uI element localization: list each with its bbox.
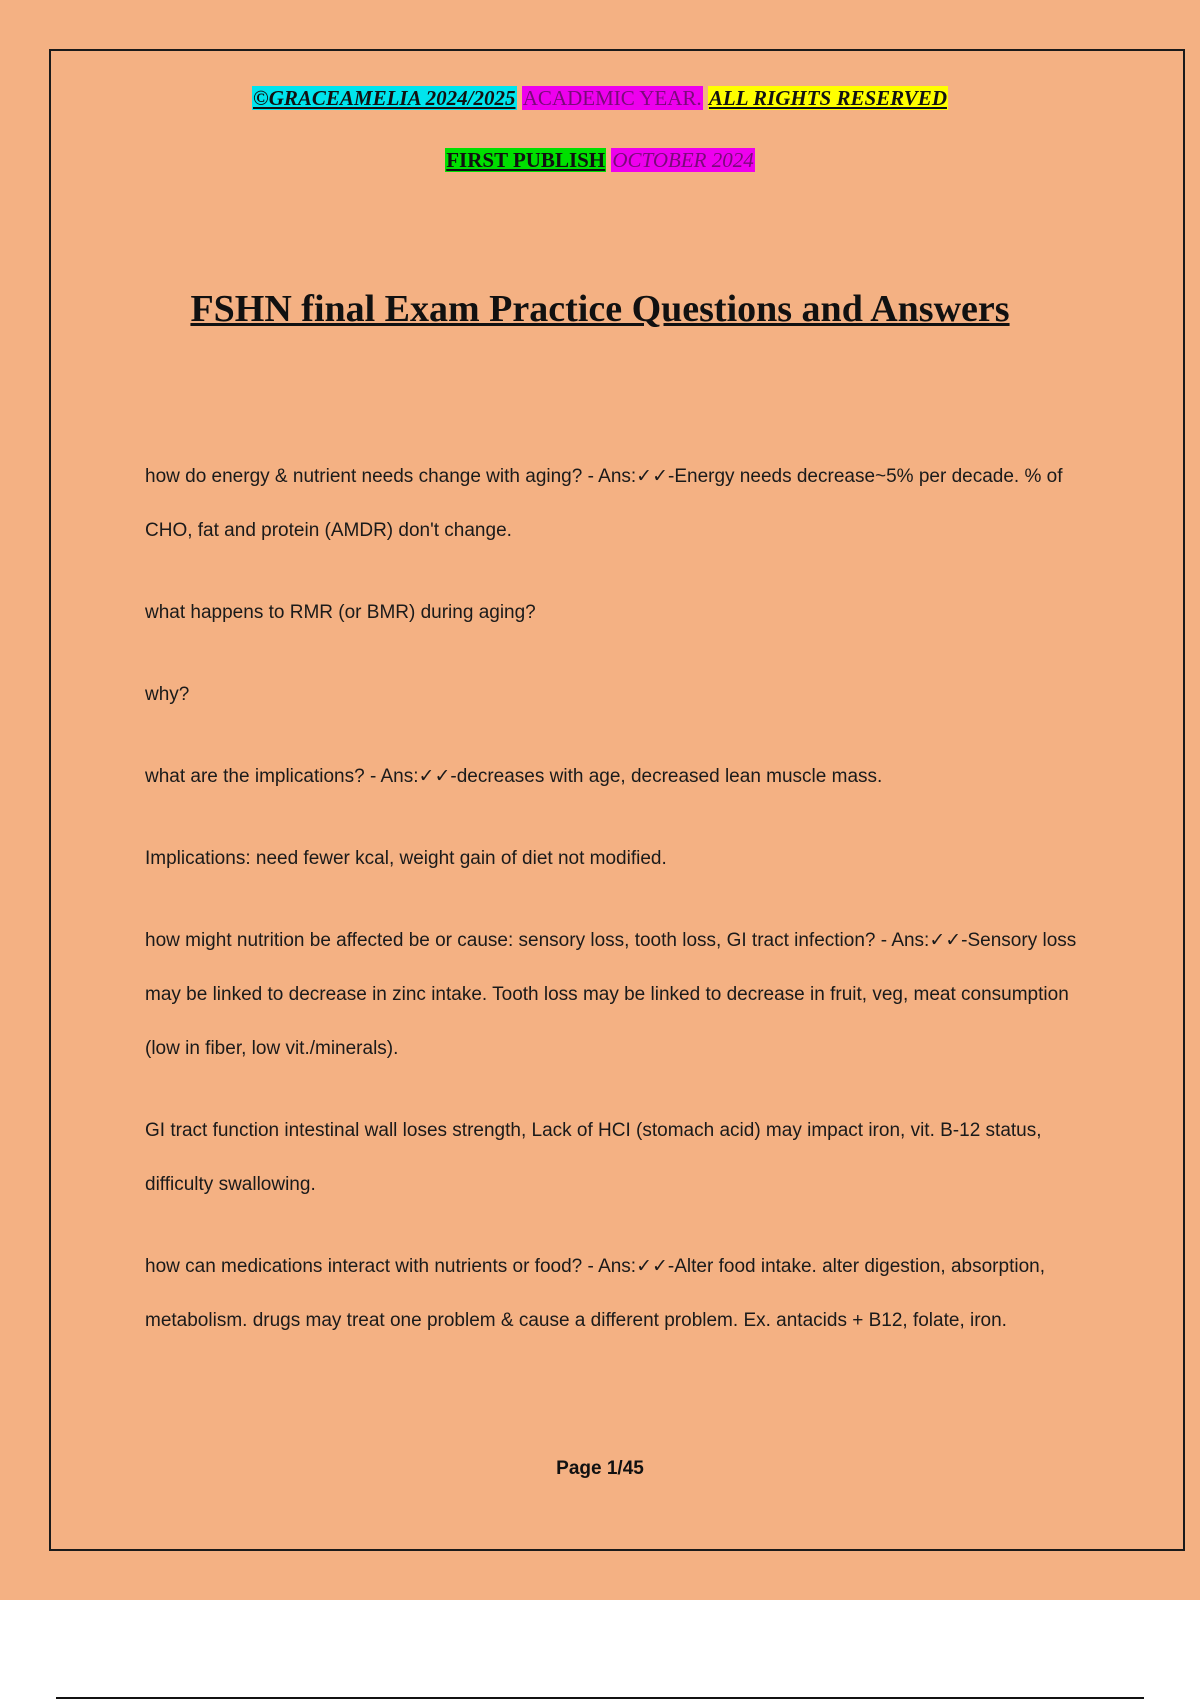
page-number: Page 1/45 bbox=[556, 1458, 644, 1479]
document-title: FSHN final Exam Practice Questions and Answers bbox=[190, 288, 1010, 330]
rights-reserved-highlight: ALL RIGHTS RESERVED bbox=[708, 86, 947, 110]
paragraph: how might nutrition be affected be or cause: sensory loss, tooth loss, GI tract infection? - Ans:✓✓-Sensory loss may be linked to decrease in zinc intake. Tooth loss may be linked to decrease in fruit, veg, meat consumption (low in fiber, low vit./minerals). bbox=[145, 930, 1077, 1059]
header-copyright-line bbox=[0, 86, 1200, 110]
paragraph: Implications: need fewer kcal, weight gain of diet not modified. bbox=[145, 848, 667, 869]
first-publish-highlight: FIRST PUBLISH bbox=[446, 148, 606, 172]
next-page-top-rule bbox=[56, 1697, 1144, 1699]
copyright-highlight: ©GRACEAMELIA 2024/2025 bbox=[253, 86, 516, 110]
paragraph: GI tract function intestinal wall loses strength, Lack of HCI (stomach acid) may impact iron, vit. B-12 status, difficulty swallowing. bbox=[145, 1120, 1042, 1195]
paragraph: what happens to RMR (or BMR) during aging? bbox=[145, 602, 536, 623]
paragraph: how can medications interact with nutrients or food? - Ans:✓✓-Alter food intake. alter digestion, absorption, metabolism. drugs may treat one problem & cause a different problem. Ex. antacids + B12, folate, iron. bbox=[145, 1256, 1045, 1331]
paragraph: what are the implications? - Ans:✓✓-decreases with age, decreased lean muscle mass. bbox=[145, 766, 883, 787]
publish-date-highlight: OCTOBER 2024 bbox=[612, 148, 754, 172]
academic-year-highlight: ACADEMIC YEAR. bbox=[522, 86, 702, 110]
paragraph: why? bbox=[145, 684, 190, 705]
header-publish-line bbox=[0, 148, 1200, 172]
paragraph: how do energy & nutrient needs change with aging? - Ans:✓✓-Energy needs decrease~5% per decade. % of CHO, fat and protein (AMDR) don't change. bbox=[145, 466, 1063, 541]
document-body bbox=[145, 450, 1085, 1376]
